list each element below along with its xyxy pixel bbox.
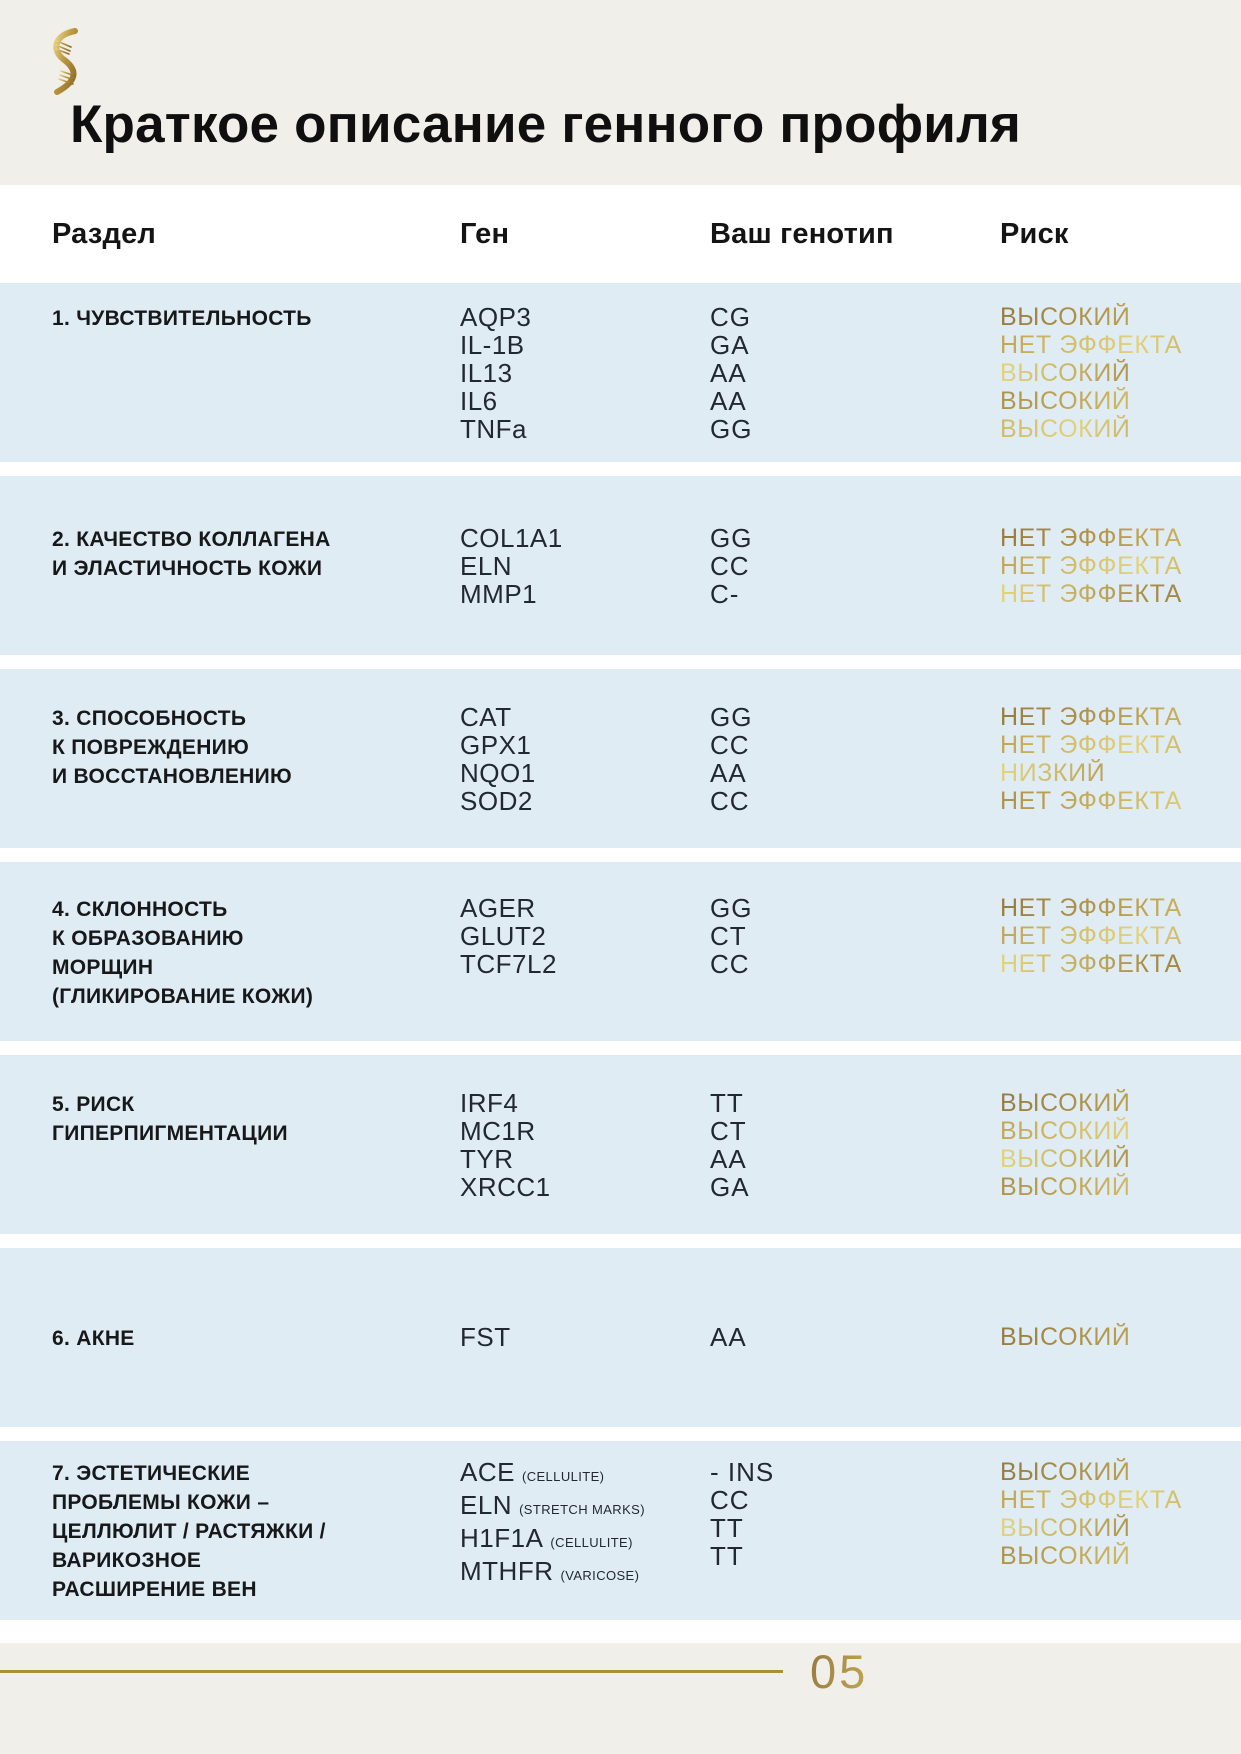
column-header-gene: Ген — [460, 217, 510, 250]
gene-note: (STRETCH MARKS) — [519, 1502, 645, 1517]
risk-value: ВЫСОКИЙ — [1000, 1089, 1241, 1117]
section-title-line: 6. АКНЕ — [52, 1327, 135, 1350]
gene-name — [460, 415, 710, 443]
gene-name — [460, 1524, 710, 1557]
section-row — [0, 524, 1241, 608]
gene-name — [460, 359, 710, 387]
risk-list — [1000, 894, 1241, 978]
risk-value: ВЫСОКИЙ — [1000, 1173, 1241, 1201]
gene-symbol: TYR — [460, 1143, 514, 1174]
risk-value: НЕТ ЭФФЕКТА — [1000, 580, 1241, 608]
section-block — [0, 1441, 1241, 1620]
section-row — [0, 1323, 1241, 1352]
risk-value: ВЫСОКИЙ — [1000, 1458, 1241, 1486]
gene-symbol: TCF7L2 — [460, 948, 557, 979]
section-title — [52, 1458, 460, 1603]
gene-list — [460, 894, 710, 978]
section-title-line: И ВОССТАНОВЛЕНИЮ — [52, 764, 292, 788]
gene-list — [460, 1089, 710, 1201]
risk-list — [1000, 303, 1241, 443]
gene-name — [460, 703, 710, 731]
section-row — [0, 894, 1241, 1010]
risk-value: НЕТ ЭФФЕКТА — [1000, 331, 1241, 359]
section-title-line: 2. КАЧЕСТВО КОЛЛАГЕНА — [52, 527, 331, 551]
gene-name — [460, 524, 710, 552]
gene-name — [460, 1089, 710, 1117]
gene-symbol: IL6 — [460, 385, 498, 416]
risk-list — [1000, 1458, 1241, 1570]
gene-symbol: MC1R — [460, 1115, 536, 1146]
gene-symbol: AGER — [460, 892, 536, 923]
gene-name — [460, 1173, 710, 1201]
gene-list — [460, 703, 710, 815]
section-title-line: МОРЩИН — [52, 955, 154, 979]
gene-name — [460, 303, 710, 331]
gene-name — [460, 1491, 710, 1524]
gene-symbol: IL-1B — [460, 329, 525, 360]
risk-value: ВЫСОКИЙ — [1000, 1323, 1241, 1351]
gene-symbol: CAT — [460, 701, 512, 732]
gene-symbol: COL1A1 — [460, 522, 563, 553]
gene-name — [460, 331, 710, 359]
risk-value: НЕТ ЭФФЕКТА — [1000, 552, 1241, 580]
risk-value: ВЫСОКИЙ — [1000, 1117, 1241, 1145]
section-title-line: (ГЛИКИРОВАНИЕ КОЖИ) — [52, 984, 314, 1008]
section-title-line: И ЭЛАСТИЧНОСТЬ КОЖИ — [52, 556, 323, 580]
section-title-line: 7. ЭСТЕТИЧЕСКИЕ — [52, 1462, 251, 1485]
gene-symbol: ELN — [460, 1490, 513, 1520]
gene-symbol: ELN — [460, 550, 513, 581]
gene-symbol: IL13 — [460, 357, 513, 388]
gene-symbol: NQO1 — [460, 757, 536, 788]
gene-symbol: AQP3 — [460, 301, 532, 332]
genotype-value: GA — [710, 329, 750, 360]
section-row — [0, 1089, 1241, 1201]
section-title — [52, 894, 460, 1010]
genotype-list — [710, 894, 1000, 978]
column-header-risk: Риск — [1000, 217, 1069, 250]
section-row — [0, 1458, 1241, 1603]
gene-name — [460, 1557, 710, 1590]
section-title-line: 5. РИСК — [52, 1092, 135, 1116]
genotype-value: GG — [710, 413, 753, 444]
gene-name — [460, 1323, 710, 1351]
section-title-line: ЦЕЛЛЮЛИТ / РАСТЯЖКИ / — [52, 1520, 326, 1543]
risk-value: НЕТ ЭФФЕКТА — [1000, 922, 1241, 950]
genotype-value: C- — [710, 578, 740, 609]
section-title-line: 3. СПОСОБНОСТЬ — [52, 706, 247, 730]
gene-symbol: ACE — [460, 1457, 515, 1487]
genotype-value: CT — [710, 1115, 747, 1146]
section-title — [52, 1323, 460, 1352]
risk-value: НЕТ ЭФФЕКТА — [1000, 950, 1241, 978]
gene-note: (CELLULITE) — [550, 1535, 633, 1550]
section-title-line: 4. СКЛОННОСТЬ — [52, 897, 228, 921]
genotype-list — [710, 703, 1000, 815]
risk-value: НЕТ ЭФФЕКТА — [1000, 1486, 1241, 1514]
gene-note: (CELLULITE) — [521, 1469, 605, 1484]
genotype-value: TT — [710, 1541, 744, 1571]
section-title — [52, 303, 460, 332]
section-title-line: К ПОВРЕЖДЕНИЮ — [52, 735, 250, 759]
gene-symbol: TNFa — [460, 413, 527, 444]
dna-helix-icon — [45, 28, 87, 96]
genotype-value: CC — [710, 729, 750, 760]
genotype-value: GA — [710, 1171, 750, 1202]
genotype-value: CC — [710, 1485, 750, 1515]
gene-symbol: FST — [460, 1322, 511, 1352]
section-row — [0, 703, 1241, 815]
genotype-value: AA — [710, 1143, 747, 1174]
section-list — [0, 283, 1241, 1620]
table-header-row — [0, 185, 1241, 283]
section-block — [0, 862, 1241, 1041]
risk-value: ВЫСОКИЙ — [1000, 1145, 1241, 1173]
risk-value: НИЗКИЙ — [1000, 759, 1241, 787]
gene-name — [460, 731, 710, 759]
column-header-section: Раздел — [52, 217, 157, 250]
genotype-value: CC — [710, 948, 750, 979]
gene-name — [460, 922, 710, 950]
risk-value: ВЫСОКИЙ — [1000, 359, 1241, 387]
risk-list — [1000, 1323, 1241, 1351]
genotype-value: AA — [710, 385, 747, 416]
genotype-value: CG — [710, 301, 751, 332]
genotype-value: CC — [710, 550, 750, 581]
genotype-value: CT — [710, 920, 747, 951]
gene-name — [460, 552, 710, 580]
risk-value: ВЫСОКИЙ — [1000, 303, 1241, 331]
section-title-line: К ОБРАЗОВАНИЮ — [52, 926, 244, 950]
section-title-line: ВАРИКОЗНОЕ — [52, 1549, 202, 1572]
gene-name — [460, 580, 710, 608]
risk-value: НЕТ ЭФФЕКТА — [1000, 787, 1241, 815]
section-block — [0, 669, 1241, 848]
section-block — [0, 1248, 1241, 1427]
column-header-genotype: Ваш генотип — [710, 217, 894, 250]
gene-symbol: MTHFR — [460, 1556, 554, 1586]
gene-name — [460, 759, 710, 787]
gene-name — [460, 1458, 710, 1491]
risk-value: НЕТ ЭФФЕКТА — [1000, 524, 1241, 552]
genotype-value: TT — [710, 1087, 744, 1118]
genotype-value: AA — [710, 757, 747, 788]
risk-list — [1000, 703, 1241, 815]
genotype-value: TT — [710, 1513, 744, 1543]
section-block — [0, 476, 1241, 655]
genotype-value: GG — [710, 522, 753, 553]
genotype-value: AA — [710, 1322, 747, 1352]
gene-name — [460, 787, 710, 815]
gene-symbol: XRCC1 — [460, 1171, 551, 1202]
gene-symbol: IRF4 — [460, 1087, 519, 1118]
section-block — [0, 1055, 1241, 1234]
gene-name — [460, 1117, 710, 1145]
section-title-line: ГИПЕРПИГМЕНТАЦИИ — [52, 1121, 288, 1145]
genotype-value: GG — [710, 892, 753, 923]
gene-name — [460, 387, 710, 415]
risk-list — [1000, 524, 1241, 608]
gene-symbol: H1F1A — [460, 1523, 544, 1553]
risk-value: ВЫСОКИЙ — [1000, 387, 1241, 415]
section-row — [0, 303, 1241, 443]
section-title-line: РАСШИРЕНИЕ ВЕН — [52, 1578, 257, 1601]
gene-list — [460, 1458, 710, 1590]
page-title: Краткое описание генного профиля — [70, 95, 1022, 154]
genotype-list — [710, 524, 1000, 608]
genotype-value: GG — [710, 701, 753, 732]
genotype-list — [710, 303, 1000, 443]
gene-name — [460, 950, 710, 978]
section-title — [52, 1089, 460, 1147]
risk-value: ВЫСОКИЙ — [1000, 1542, 1241, 1570]
profile-table — [0, 185, 1241, 1634]
page-number: 05 — [810, 1645, 869, 1698]
gene-note: (VARICOSE) — [560, 1568, 640, 1583]
risk-value: ВЫСОКИЙ — [1000, 1514, 1241, 1542]
genotype-list — [710, 1458, 1000, 1570]
section-block — [0, 283, 1241, 462]
gene-symbol: GLUT2 — [460, 920, 547, 951]
footer-divider-line — [0, 1670, 783, 1673]
risk-value: НЕТ ЭФФЕКТА — [1000, 894, 1241, 922]
section-title-line: 1. ЧУВСТВИТЕЛЬНОСТЬ — [52, 306, 312, 330]
gene-list — [460, 524, 710, 608]
risk-value: НЕТ ЭФФЕКТА — [1000, 703, 1241, 731]
genotype-value: CC — [710, 785, 750, 816]
genotype-list — [710, 1323, 1000, 1351]
risk-value: НЕТ ЭФФЕКТА — [1000, 731, 1241, 759]
gene-name — [460, 894, 710, 922]
risk-list — [1000, 1089, 1241, 1201]
gene-symbol: MMP1 — [460, 578, 538, 609]
gene-symbol: SOD2 — [460, 785, 533, 816]
header-band — [0, 0, 1241, 185]
genotype-value: AA — [710, 357, 747, 388]
gene-list — [460, 1323, 710, 1351]
risk-value: ВЫСОКИЙ — [1000, 415, 1241, 443]
genotype-list — [710, 1089, 1000, 1201]
section-title — [52, 524, 460, 582]
gene-symbol: GPX1 — [460, 729, 532, 760]
section-title — [52, 703, 460, 790]
gene-name — [460, 1145, 710, 1173]
section-title-line: ПРОБЛЕМЫ КОЖИ – — [52, 1491, 270, 1514]
gene-list — [460, 303, 710, 443]
footer-band — [0, 1643, 1241, 1754]
genotype-value: - INS — [710, 1457, 775, 1487]
